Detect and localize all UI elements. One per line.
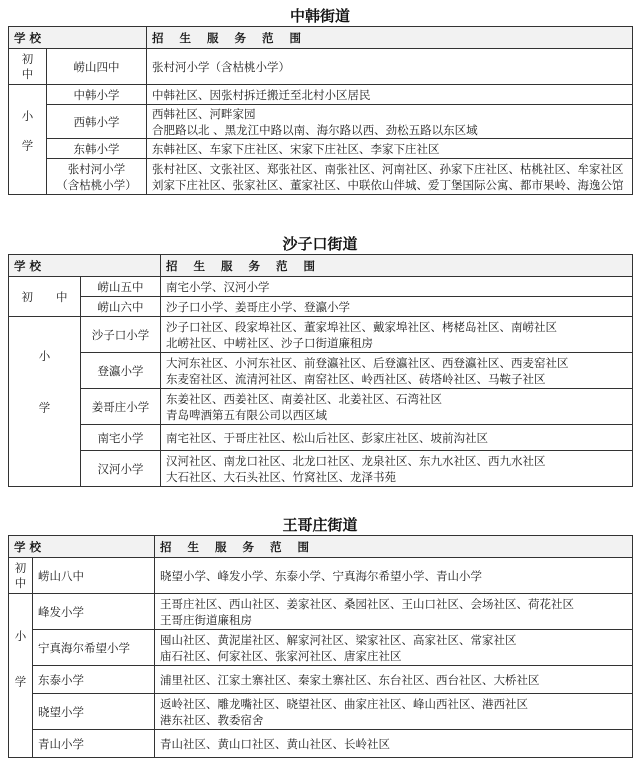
school-name: 崂山六中: [81, 297, 161, 317]
category-primary: 小学: [9, 85, 47, 195]
table-row: [9, 297, 633, 317]
scope-cell: 沙子口社区、段家埠社区、董家埠社区、戴家埠社区、栲栳岛社区、南崂社区 北崂社区、中崂社区、沙子口街道廉租房: [161, 317, 633, 353]
school-name: 西韩小学: [47, 105, 147, 139]
school-name: 东韩小学: [47, 139, 147, 159]
section-title: 王哥庄街道: [282, 516, 358, 534]
scope-cell: 沙子口小学、姜哥庄小学、登瀛小学: [161, 297, 633, 317]
scope-cell: 西韩社区、河畔家园 合肥路以北 、黑龙江中路以南、海尔路以西、劲松五路以东区域: [147, 105, 633, 139]
school-name: 青山小学: [33, 730, 155, 758]
category-primary: 小学: [9, 594, 33, 758]
scope-cell: 大河东社区、小河东社区、前登瀛社区、后登瀛社区、西登瀛社区、西麦窑社区 东麦窑社区、流清河社区、南窑社区、岭西社区、砖塔岭社区、马鞍子社区: [161, 353, 633, 389]
table-row: [9, 277, 633, 297]
table-row: [9, 49, 633, 85]
school-name: 登瀛小学: [81, 353, 161, 389]
header-school: 学 校: [9, 255, 161, 277]
table-row: [9, 353, 633, 389]
table-row: [9, 139, 633, 159]
scope-cell: 张村河小学（含枯桃小学）: [147, 49, 633, 85]
school-name: 张村河小学 （含枯桃小学）: [47, 159, 147, 195]
table-row: [9, 558, 633, 594]
school-name: 崂山八中: [33, 558, 155, 594]
school-name: 峰发小学: [33, 594, 155, 630]
table-header-row: [9, 255, 633, 277]
section-wanggezhuang: [8, 515, 632, 758]
scope-cell: 张村社区、文张社区、郑张社区、南张社区、河南社区、孙家下庄社区、枯桃社区、牟家社区 刘家下庄社区、张家社区、董家社区、中联依山伴城、爱丁堡国际公寓、都市果岭、海逸公馆: [147, 159, 633, 195]
scope-cell: 中韩社区、因张村拆迁搬迁至北村小区居民: [147, 85, 633, 105]
table-row: [9, 105, 633, 139]
section-shazikou: [8, 234, 632, 487]
scope-cell: 东姜社区、西姜社区、南姜社区、北姜社区、石湾社区 青岛啤酒第五有限公司以西区域: [161, 389, 633, 425]
category-junior: 初中: [9, 558, 33, 594]
enrollment-table: [8, 535, 633, 758]
table-row: [9, 317, 633, 353]
table-row: [9, 630, 633, 666]
school-name: 沙子口小学: [81, 317, 161, 353]
table-row: [9, 666, 633, 694]
school-name: 晓望小学: [33, 694, 155, 730]
table-header-row: [9, 27, 633, 49]
header-scope: 招 生 服 务 范 围: [155, 536, 633, 558]
scope-cell: 浦里社区、江家土寨社区、秦家土寨社区、东台社区、西台社区、大桥社区: [155, 666, 633, 694]
scope-cell: 东韩社区、车家下庄社区、宋家下庄社区、李家下庄社区: [147, 139, 633, 159]
section-title: 中韩街道: [289, 7, 350, 25]
scope-cell: 南宅社区、于哥庄社区、松山后社区、彭家庄社区、坡前沟社区: [161, 425, 633, 451]
enrollment-table: [8, 26, 633, 195]
school-name: 崂山五中: [81, 277, 161, 297]
enrollment-table: [8, 254, 633, 487]
scope-cell: 返岭社区、雕龙嘴社区、晓望社区、曲家庄社区、峰山西社区、港西社区 港东社区、教委宿舍: [155, 694, 633, 730]
school-name: 宁真海尔希望小学: [33, 630, 155, 666]
scope-cell: 汉河社区、南龙口社区、北龙口社区、龙泉社区、东九水社区、西九水社区 大石社区、大石头社区、竹窝社区、龙泽书苑: [161, 451, 633, 487]
school-name: 东泰小学: [33, 666, 155, 694]
table-row: [9, 694, 633, 730]
table-row: [9, 85, 633, 105]
header-scope: 招 生 服 务 范 围: [161, 255, 633, 277]
category-junior: 初中: [9, 49, 47, 85]
table-header-row: [9, 536, 633, 558]
scope-cell: 囤山社区、黄泥崖社区、解家河社区、梁家社区、高家社区、常家社区 庙石社区、何家社区、张家河社区、唐家庄社区: [155, 630, 633, 666]
school-name: 汉河小学: [81, 451, 161, 487]
table-row: [9, 451, 633, 487]
scope-cell: 南宅小学、汉河小学: [161, 277, 633, 297]
table-row: [9, 594, 633, 630]
table-row: [9, 389, 633, 425]
scope-cell: 晓望小学、峰发小学、东泰小学、宁真海尔希望小学、青山小学: [155, 558, 633, 594]
table-row: [9, 159, 633, 195]
section-title: 沙子口街道: [282, 235, 358, 253]
header-school: 学 校: [9, 27, 147, 49]
scope-cell: 王哥庄社区、西山社区、姜家社区、桑园社区、王山口社区、会场社区、荷花社区 王哥庄街道廉租房: [155, 594, 633, 630]
header-school: 学 校: [9, 536, 155, 558]
school-name: 姜哥庄小学: [81, 389, 161, 425]
header-scope: 招 生 服 务 范 围: [147, 27, 633, 49]
table-row: [9, 425, 633, 451]
school-name: 崂山四中: [47, 49, 147, 85]
table-row: [9, 730, 633, 758]
category-primary: 小学: [9, 317, 81, 487]
category-junior: 初 中: [9, 277, 81, 317]
school-name: 南宅小学: [81, 425, 161, 451]
scope-cell: 青山社区、黄山口社区、黄山社区、长岭社区: [155, 730, 633, 758]
section-zhonghan: [8, 6, 632, 195]
school-name: 中韩小学: [47, 85, 147, 105]
